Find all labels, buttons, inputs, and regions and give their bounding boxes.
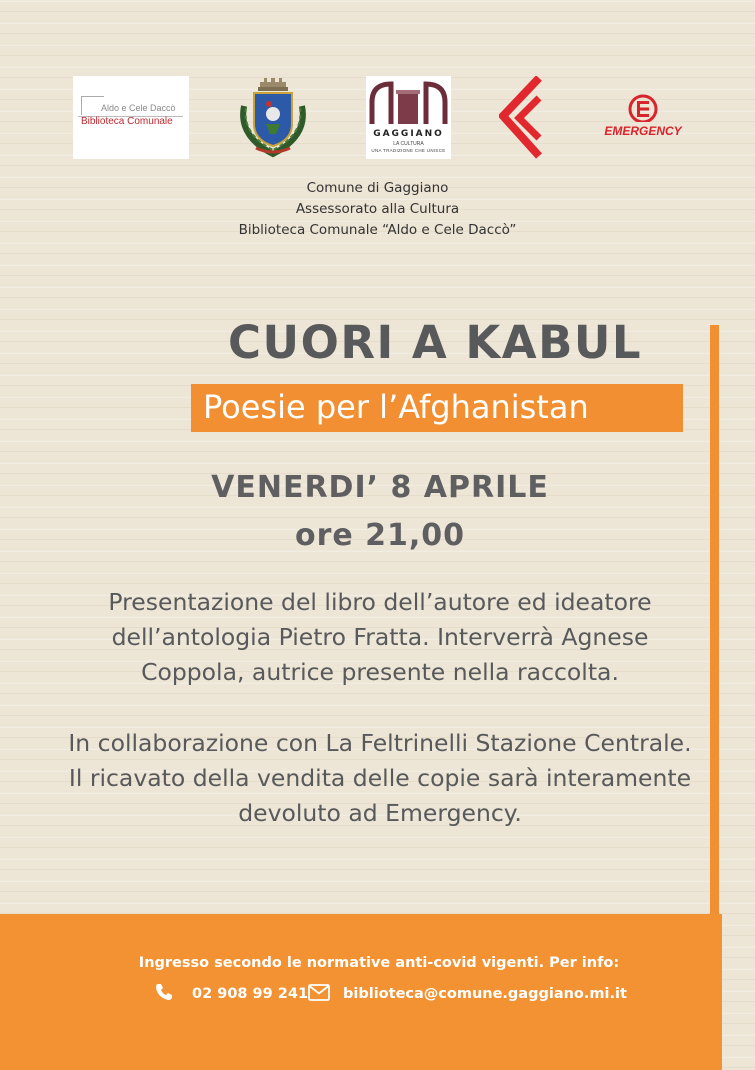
event-time: ore 21,00 — [294, 518, 466, 553]
biblioteca-logo-line1: Aldo e Cele Daccò — [101, 103, 176, 113]
emergency-logo-wordmark: EMERGENCY — [604, 124, 682, 138]
biblioteca-logo — [73, 76, 189, 159]
mail-icon — [308, 984, 330, 1001]
event-title: CUORI A KABUL — [228, 316, 643, 369]
phone-icon — [155, 983, 173, 1001]
footer-entry-info: Ingresso secondo le normative anti-covid vigenti. Per info: — [138, 955, 620, 971]
emergency-logo — [600, 76, 686, 159]
event-subtitle-banner — [191, 384, 683, 432]
event-description: Presentazione del libro dell’autore ed ideatore dell’antologia Pietro Fratta. Interverrà Agnese Coppola, autrice presente nella raccolta. — [108, 588, 652, 686]
event-subtitle: Poesie per l’Afghanistan — [203, 388, 589, 426]
footer-phone-number[interactable]: 02 908 99 241 — [192, 986, 309, 1002]
header-comune: Comune di Gaggiano — [306, 180, 449, 196]
gaggiano-logo-name: GAGGIANO — [373, 129, 444, 139]
gaggiano-logo-tagline-2: UNA TRADIZIONE CHE UNISCE — [371, 148, 446, 153]
header-biblioteca: Biblioteca Comunale “Aldo e Cele Daccò” — [238, 222, 517, 238]
la-feltrinelli-logo — [499, 76, 543, 159]
footer-info-band — [0, 914, 722, 1070]
header-assessorato: Assessorato alla Cultura — [295, 201, 460, 217]
footer-email-link[interactable]: biblioteca@comune.gaggiano.mi.it — [343, 986, 627, 1002]
event-date: VENERDI’ 8 APRILE — [211, 470, 549, 505]
gaggiano-logo-tagline-1: LA CULTURA — [393, 141, 424, 147]
gaggiano-coat-of-arms-logo — [236, 76, 310, 159]
biblioteca-logo-line2: Biblioteca Comunale — [81, 116, 173, 127]
event-collaboration: In collaborazione con La Feltrinelli Stazione Centrale. Il ricavato della vendita delle copie sarà interamente devoluto ad Emergency. — [68, 729, 692, 827]
orange-vertical-accent-bar — [710, 325, 719, 925]
gaggiano-la-cultura-logo — [366, 76, 451, 159]
